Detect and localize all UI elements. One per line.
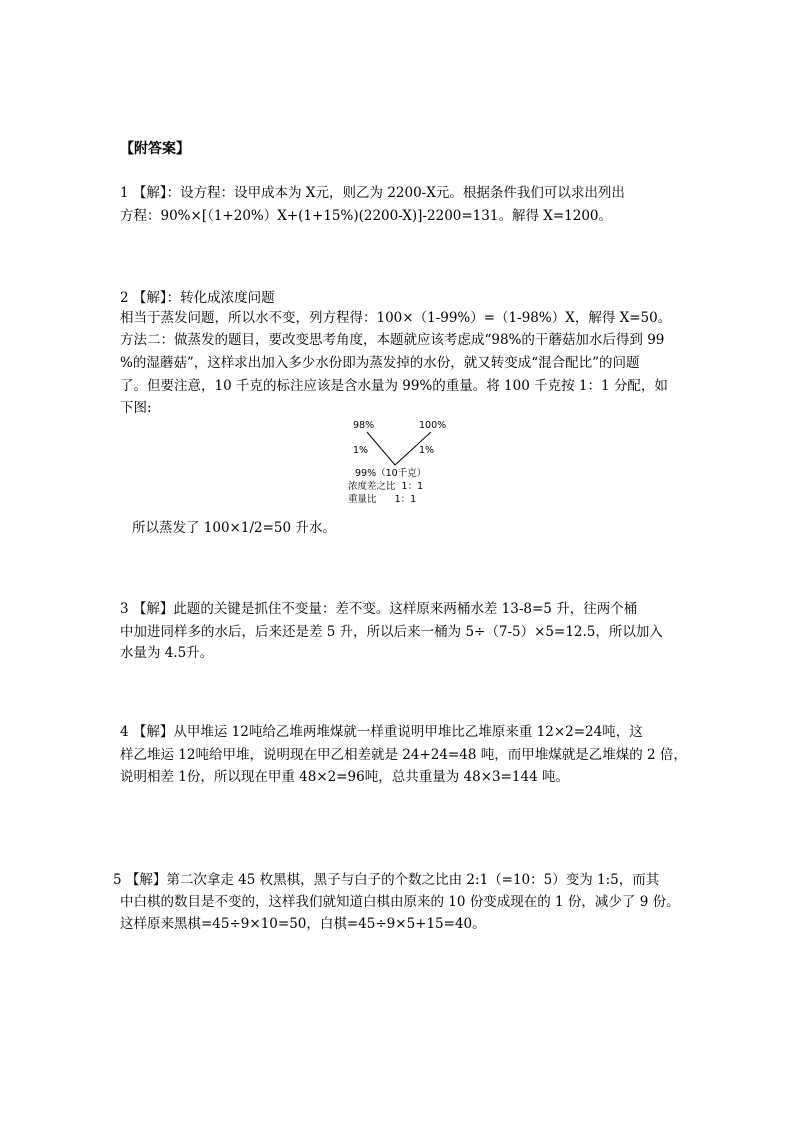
answer-2-line-1: 2 【解】：转化成浓度问题 <box>120 290 275 306</box>
answer-2-line-6: 下图: <box>120 400 152 416</box>
answer-1-line-1: 1 【解】：设方程：设甲成本为 X元，则乙为 2200-X元。根据条件我们可以求出列出 <box>120 185 625 201</box>
diagram-right-diff-label: 1% <box>419 445 435 456</box>
answer-4-line-3: 说明相差 1份，所以现在甲重 48×2=96吨，总共重量为 48×3=144 吨。 <box>120 769 569 785</box>
answer-3-line-1: 3 【解】此题的关键是抓住不变量：差不变。这样原来两桶水差 13-8=5 升，往两个桶 <box>120 601 638 617</box>
diagram-center-label: 99%（10千克） <box>355 468 427 479</box>
diagram-left-top-label: 98% <box>353 420 375 431</box>
answer-3-line-2: 中加进同样多的水后，后来还是差 5 升，所以后来一桶为 5÷（7-5）×5=12.5，所以加入 <box>120 624 663 640</box>
answer-5-line-2: 中白棋的数目是不变的，这样我们就知道白棋由原来的 10 份变成现在的 1 份，减少了 9 份。 <box>120 894 680 910</box>
diagram-ratio-row-1: 浓度差之比 1：1 <box>348 481 424 492</box>
answer-2-line-3: 方法二：做蒸发的题目，要改变思考角度，本题就应该考虑成“98%的干蘑菇加水后得到 99 <box>120 332 665 348</box>
mixing-ratio-diagram <box>345 418 455 510</box>
answer-5-line-3: 这样原来黑棋=45÷9×10=50，白棋=45÷9×5+15=40。 <box>120 916 486 932</box>
answer-2-line-4: %的湿蘑菇”，这样求出加入多少水份即为蒸发掉的水份，就又转变成“混合配比”的问题 <box>120 355 640 371</box>
diagram-right-top-label: 100% <box>419 420 447 431</box>
diagram-left-diff-label: 1% <box>353 445 369 456</box>
answer-2-line-5: 了。但要注意，10 千克的标注应该是含水量为 99%的重量。将 100 千克按 1：1 分配，如 <box>120 378 668 394</box>
answer-2-conclusion: 所以蒸发了 100×1/2=50 升水。 <box>132 520 336 536</box>
answer-3-line-3: 水量为 4.5升。 <box>120 645 214 661</box>
answer-5-line-1: 5 【解】第二次拿走 45 枚黑棋，黑子与白子的个数之比由 2:1（=10：5）变为 1:5，而其 <box>113 872 660 888</box>
diagram-ratio-row-2: 重量比 1：1 <box>348 494 417 505</box>
answer-1-line-2: 方程：90%×[（1+20%）X+(1+15%)(2200-X)]-2200=131。解得 X=1200。 <box>120 208 613 224</box>
answer-heading: 【附答案】 <box>120 141 190 157</box>
answer-4-line-1: 4 【解】从甲堆运 12吨给乙堆两堆煤就一样重说明甲堆比乙堆原来重 12×2=24吨，这 <box>120 724 643 740</box>
answer-4-line-2: 样乙堆运 12吨给甲堆，说明现在甲乙相差就是 24+24=48 吨，而甲堆煤就是乙堆煤的 2 倍， <box>120 747 687 763</box>
answer-2-line-2: 相当于蒸发问题，所以水不变，列方程得：100×（1-99%）=（1-98%）X，解得 X=50。 <box>120 310 672 326</box>
